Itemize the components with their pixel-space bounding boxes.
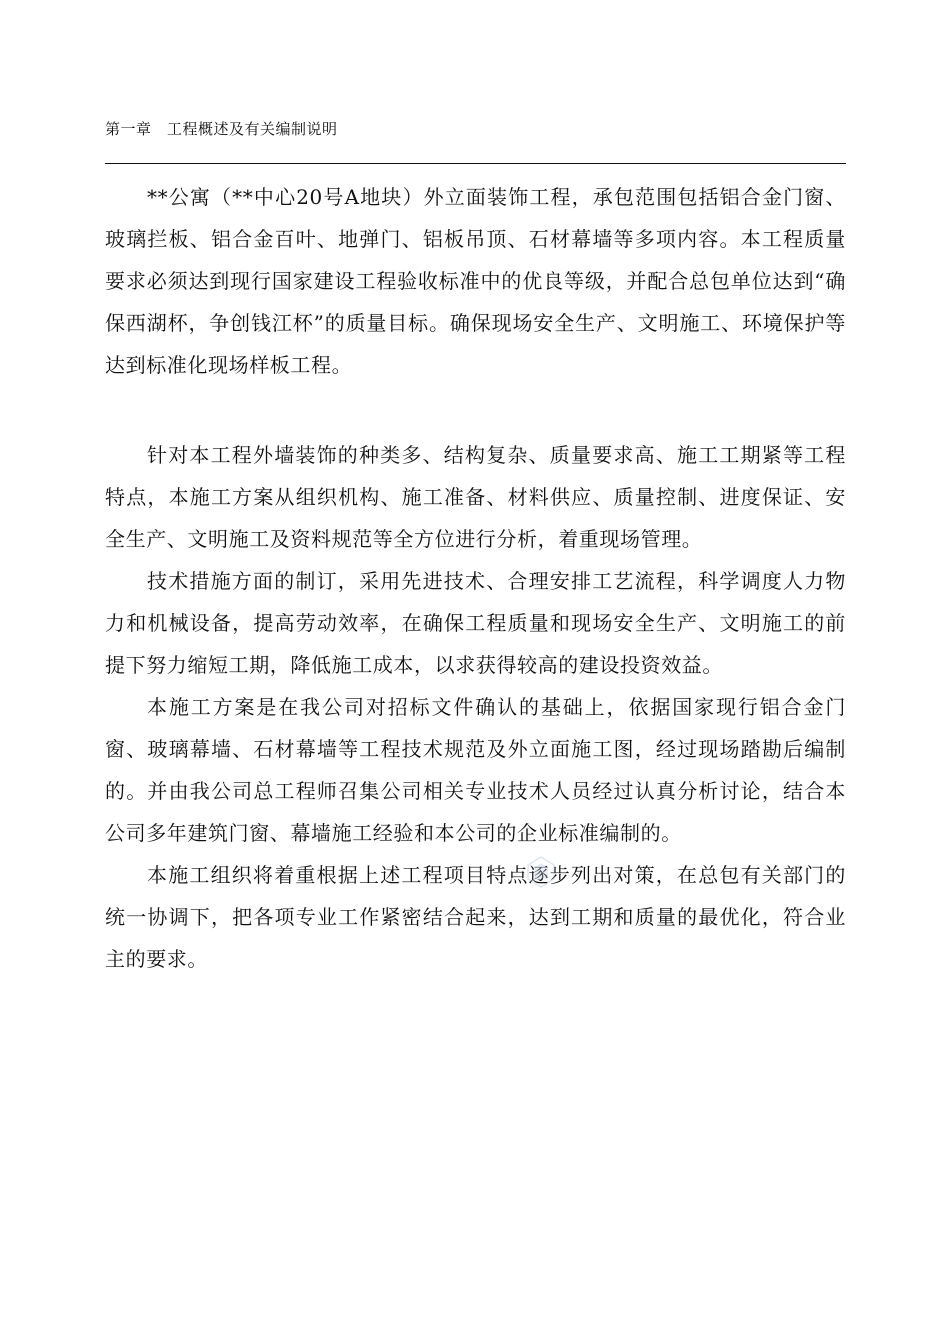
paragraph-coordination: 本施工组织将着重根据上述工程项目特点逐步列出对策，在总包有关部门的统一协调下，把各项专业工作紧密结合起来，达到工期和质量的最优化，符合业主的要求。: [105, 863, 846, 971]
paragraph-technical-measures: 技术措施方面的制订，采用先进技术、合理安排工艺流程，科学调度人力物力和机械设备，提高劳动效率，在确保工程质量和现场安全生产、文明施工的前提下努力缩短工期，降低施工成本，以求获得较高的建设投资效益。: [105, 569, 846, 677]
header-divider: [105, 163, 846, 164]
preparation-notes-section: [105, 434, 846, 980]
building-watermark-icon: [527, 856, 555, 888]
paragraph-basis-of-plan: 本施工方案是在我公司对招标文件确认的基础上，依据国家现行铝合金门窗、玻璃幕墙、石材幕墙等工程技术规范及外立面施工图，经过现场踏勘后编制的。并由我公司总工程师召集公司相关专业技术人员经过认真分析讨论，结合本公司多年建筑门窗、幕墙施工经验和本公司的企业标准编制的。: [105, 695, 846, 845]
project-overview-section: [105, 176, 846, 386]
paragraph-scope-and-quality: **公寓（**中心20号A地块）外立面装饰工程，承包范围包括铝合金门窗、玻璃拦板、铝合金百叶、地弹门、铝板吊顶、石材幕墙等多项内容。本工程质量要求必须达到现行国家建设工程验收标准中的优良等级，并配合总包单位达到“确保西湖杯，争创钱江杯”的质量目标。确保现场安全生产、文明施工、环境保护等达到标准化现场样板工程。: [105, 185, 846, 377]
chapter-header: 第一章 工程概述及有关编制说明: [105, 120, 338, 138]
paragraph-project-features: 针对本工程外墙装饰的种类多、结构复杂、质量要求高、施工工期紧等工程特点，本施工方案从组织机构、施工准备、材料供应、质量控制、进度保证、安全生产、文明施工及资料规范等全方位进行分析，着重现场管理。: [105, 443, 846, 551]
